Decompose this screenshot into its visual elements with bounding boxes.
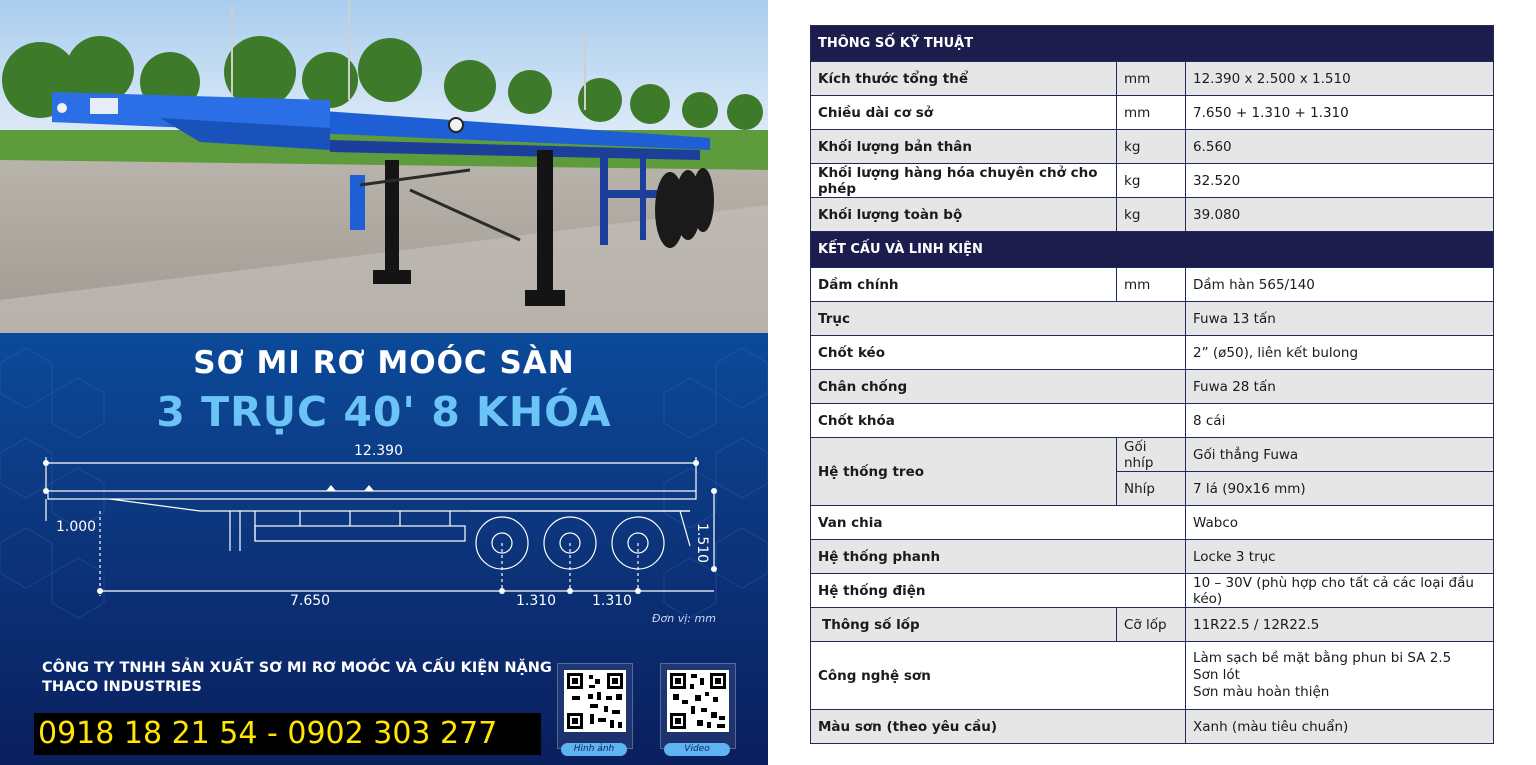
qr-code-video[interactable]: [660, 663, 736, 749]
qr-code-icon: [564, 670, 626, 732]
section-title: THÔNG SỐ KỸ THUẬT: [811, 26, 1494, 62]
row-unit: mm: [1117, 62, 1186, 96]
row-value-multiline: [1186, 642, 1494, 710]
row-unit: kg: [1117, 164, 1186, 198]
phone-numbers[interactable]: 0918 18 21 54 - 0902 303 277: [34, 713, 541, 755]
trailer-photo: [0, 0, 768, 333]
row-value: 6.560: [1186, 130, 1494, 164]
table-row: [811, 164, 1494, 198]
row-sublabel: Gối nhíp: [1117, 438, 1186, 472]
row-label: Hệ thống điện: [811, 574, 1186, 608]
paint-step-1: Làm sạch bề mặt bằng phun bi SA 2.5: [1193, 650, 1452, 666]
row-value: Fuwa 13 tấn: [1186, 302, 1494, 336]
product-title-line1: SƠ MI RƠ MOÓC SÀN: [193, 345, 575, 381]
row-label: Thông số lốp: [811, 608, 1117, 642]
row-label: Khối lượng hàng hóa chuyên chở cho phép: [811, 164, 1117, 198]
row-value: 7 lá (90x16 mm): [1186, 472, 1494, 506]
table-row: [811, 710, 1494, 744]
row-value: Locke 3 trục: [1186, 540, 1494, 574]
row-label: Chiều dài cơ sở: [811, 96, 1117, 130]
row-label: Hệ thống phanh: [811, 540, 1186, 574]
qr-images-label: Hình ảnh: [561, 743, 627, 756]
table-row: [811, 268, 1494, 302]
row-value: 12.390 x 2.500 x 1.510: [1186, 62, 1494, 96]
row-label: Chốt kéo: [811, 336, 1186, 370]
table-row: [811, 302, 1494, 336]
row-unit: kg: [1117, 198, 1186, 232]
qr-code-images[interactable]: [557, 663, 633, 749]
table-row: [811, 198, 1494, 232]
row-value: Fuwa 28 tấn: [1186, 370, 1494, 404]
row-sublabel: Nhíp: [1117, 472, 1186, 506]
row-value: 8 cái: [1186, 404, 1494, 438]
spec-table: [810, 25, 1494, 744]
dim-base-main: 7.650: [290, 593, 331, 609]
row-sublabel: Cỡ lốp: [1117, 608, 1186, 642]
row-unit: mm: [1117, 268, 1186, 302]
dim-height: 1.510: [694, 523, 710, 564]
row-label: Khối lượng toàn bộ: [811, 198, 1117, 232]
row-label: Hệ thống treo: [811, 438, 1117, 506]
row-value: Dầm hàn 565/140: [1186, 268, 1494, 302]
row-label: Dầm chính: [811, 268, 1117, 302]
row-label: Màu sơn (theo yêu cầu): [811, 710, 1186, 744]
qr-code-icon: [667, 670, 729, 732]
section-header-structure: [811, 232, 1494, 268]
table-row: [811, 506, 1494, 540]
product-title-line2: 3 TRỤC 40' 8 KHÓA: [156, 388, 612, 436]
section-title: KẾT CẤU VÀ LINH KIỆN: [811, 232, 1494, 268]
dim-base-axle2: 1.310: [592, 593, 633, 609]
row-label: Khối lượng bản thân: [811, 130, 1117, 164]
table-row: [811, 438, 1494, 472]
paint-step-3: Sơn màu hoàn thiện: [1193, 684, 1330, 700]
dim-overall-length: 12.390: [354, 443, 403, 459]
row-label: Trục: [811, 302, 1186, 336]
section-header-specs: [811, 26, 1494, 62]
row-value: Gối thẳng Fuwa: [1186, 438, 1494, 472]
company-name: [42, 659, 552, 697]
row-value: 7.650 + 1.310 + 1.310: [1186, 96, 1494, 130]
table-row: [811, 62, 1494, 96]
paint-step-2: Sơn lót: [1193, 667, 1240, 683]
table-row: [811, 336, 1494, 370]
row-value: 2” (ø50), liên kết bulong: [1186, 336, 1494, 370]
table-row: [811, 574, 1494, 608]
dim-front-overhang: 1.000: [56, 519, 97, 535]
qr-video-label: Video: [664, 743, 730, 756]
table-row: [811, 404, 1494, 438]
table-row: [811, 642, 1494, 710]
row-value: 11R22.5 / 12R22.5: [1186, 608, 1494, 642]
promo-banner: [0, 333, 768, 765]
company-name-line1: CÔNG TY TNHH SẢN XUẤT SƠ MI RƠ MOÓC VÀ CẤU KIỆN NẶNG: [42, 660, 552, 676]
row-value: Wabco: [1186, 506, 1494, 540]
table-row: [811, 130, 1494, 164]
row-label: Chân chống: [811, 370, 1186, 404]
row-value: Xanh (màu tiêu chuẩn): [1186, 710, 1494, 744]
row-value: 32.520: [1186, 164, 1494, 198]
table-row: [811, 608, 1494, 642]
company-name-line2: THACO INDUSTRIES: [42, 679, 202, 695]
unit-note: Đơn vị: mm: [652, 612, 716, 625]
row-label: Kích thước tổng thể: [811, 62, 1117, 96]
table-row: [811, 540, 1494, 574]
table-row: [811, 370, 1494, 404]
dim-base-axle1: 1.310: [516, 593, 557, 609]
row-label: Công nghệ sơn: [811, 642, 1186, 710]
trailer-dimension-drawing: [0, 451, 768, 631]
row-unit: mm: [1117, 96, 1186, 130]
table-row: [811, 96, 1494, 130]
row-label: Chốt khóa: [811, 404, 1186, 438]
row-unit: kg: [1117, 130, 1186, 164]
row-label: Van chia: [811, 506, 1186, 540]
row-value: 10 – 30V (phù hợp cho tất cả các loại đầu kéo): [1186, 574, 1494, 608]
row-value: 39.080: [1186, 198, 1494, 232]
